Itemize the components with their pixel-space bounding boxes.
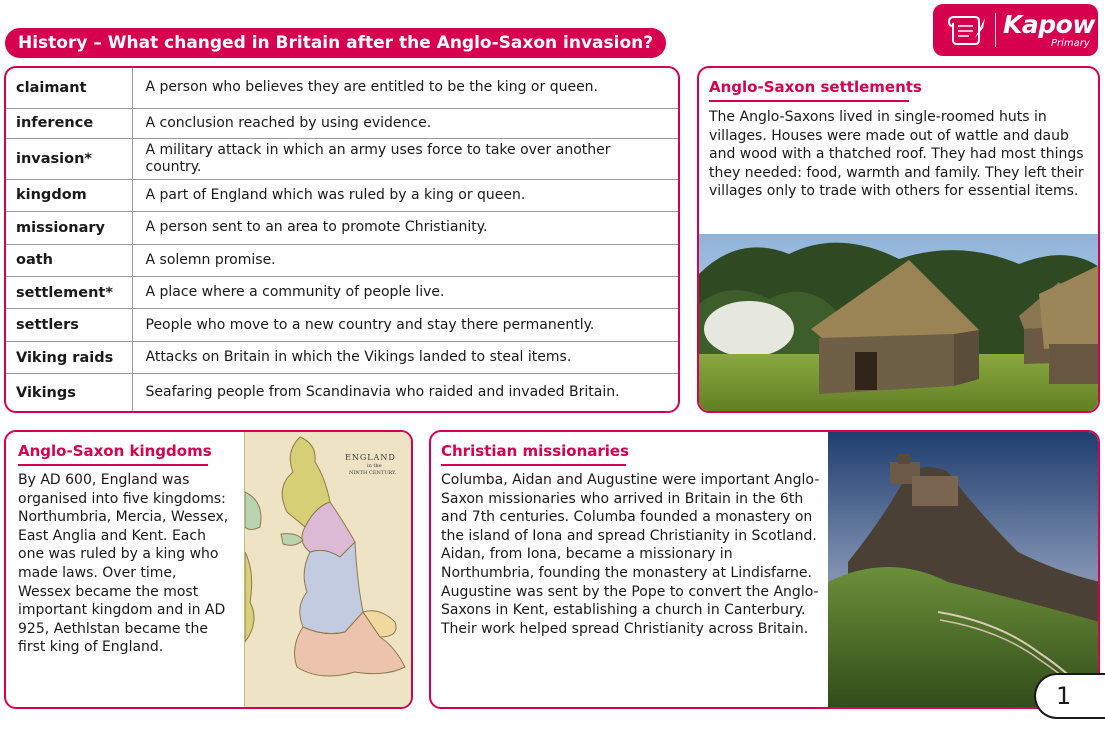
vocab-definition: A military attack in which an army uses force to take over another country. bbox=[132, 138, 678, 179]
scroll-quill-icon bbox=[945, 14, 987, 46]
vocab-row bbox=[6, 276, 678, 309]
vocab-definition: Seafaring people from Scandinavia who raided and invaded Britain. bbox=[145, 384, 620, 401]
vocab-row bbox=[6, 211, 678, 244]
ninth-century-map bbox=[244, 432, 413, 707]
logo-divider bbox=[995, 13, 996, 47]
kingdoms-heading: Anglo-Saxon kingdoms bbox=[18, 442, 208, 466]
vocab-term: inference bbox=[6, 108, 132, 138]
vocab-row bbox=[6, 179, 678, 211]
vocabulary-table bbox=[4, 66, 680, 413]
vocab-row bbox=[6, 138, 678, 179]
kingdoms-panel bbox=[4, 430, 413, 709]
kingdoms-text: By AD 600, England was organised into five kingdoms: Northumbria, Mercia, Wessex, East Anglia and Kent. Each one was ruled by a king who made laws. Over time, Wessex became the most important kingdom and in AD 925, Aethlstan became the first king of England. bbox=[18, 472, 229, 656]
map-title: ENGLAND bbox=[345, 453, 396, 462]
missionaries-panel bbox=[429, 430, 1100, 709]
vocab-row bbox=[6, 342, 678, 374]
map-subtitle-2: NINTH CENTURY. bbox=[349, 470, 397, 476]
vocab-row bbox=[6, 309, 678, 342]
vocab-row bbox=[6, 68, 678, 108]
page-number: 1 bbox=[1034, 673, 1105, 719]
vocab-definition: A person sent to an area to promote Christianity. bbox=[132, 211, 678, 244]
settlements-heading: Anglo-Saxon settlements bbox=[709, 78, 909, 102]
vocab-term: settlers bbox=[6, 309, 132, 342]
map-subtitle-1: in the bbox=[367, 463, 382, 469]
vocab-term: missionary bbox=[6, 211, 132, 244]
settlements-panel bbox=[697, 66, 1100, 413]
vocab-term: kingdom bbox=[6, 179, 132, 211]
vocab-definition: Attacks on Britain in which the Vikings landed to steal items. bbox=[132, 342, 678, 374]
vocab-row bbox=[6, 374, 678, 411]
vocab-term: invasion* bbox=[6, 138, 132, 179]
vocab-term: Vikings bbox=[6, 374, 132, 411]
settlements-text: The Anglo-Saxons lived in single-roomed huts in villages. Houses were made out of wattle and daub and wood with a thatched roof. They had most things they needed: food, warmth and family. They left their villages only to trade with others for essential items. bbox=[709, 109, 1084, 200]
vocab-definition: A place where a community of people live. bbox=[132, 276, 678, 309]
logo-brand: Kapow bbox=[1003, 10, 1095, 39]
lindisfarne-castle-photo bbox=[828, 432, 1100, 707]
vocab-term: Viking raids bbox=[6, 342, 132, 374]
thatched-hut-photo bbox=[699, 234, 1100, 413]
page-title: History – What changed in Britain after the Anglo-Saxon invasion? bbox=[5, 28, 666, 58]
vocab-definition: A solemn promise. bbox=[132, 244, 678, 276]
vocab-row bbox=[6, 108, 678, 138]
vocab-term: claimant bbox=[6, 68, 132, 108]
vocab-definition: A conclusion reached by using evidence. bbox=[132, 108, 678, 138]
vocab-definition: People who move to a new country and stay there permanently. bbox=[132, 309, 678, 342]
vocab-term: settlement* bbox=[6, 276, 132, 309]
missionaries-heading: Christian missionaries bbox=[441, 442, 626, 466]
vocab-definition: A person who believes they are entitled to be the king or queen. bbox=[132, 68, 678, 108]
vocab-row bbox=[6, 244, 678, 276]
kapow-logo bbox=[933, 4, 1098, 56]
missionaries-text: Columba, Aidan and Augustine were important Anglo-Saxon missionaries who arrived in Britain in the 6th and 7th centuries. Columba founded a monastery on the island of Iona and spread Christianity in Scotland. Aidan, from Iona, became a missionary in Northumbria, founding the monastery at Lindisfarne. Augustine was sent by the Pope to convert the Anglo-Saxons in Kent, establishing a church in Canterbury. Their work helped spread Christianity across Britain. bbox=[441, 472, 820, 637]
vocab-term: oath bbox=[6, 244, 132, 276]
logo-sub: Primary bbox=[1051, 38, 1090, 49]
vocab-definition: A part of England which was ruled by a king or queen. bbox=[132, 179, 678, 211]
